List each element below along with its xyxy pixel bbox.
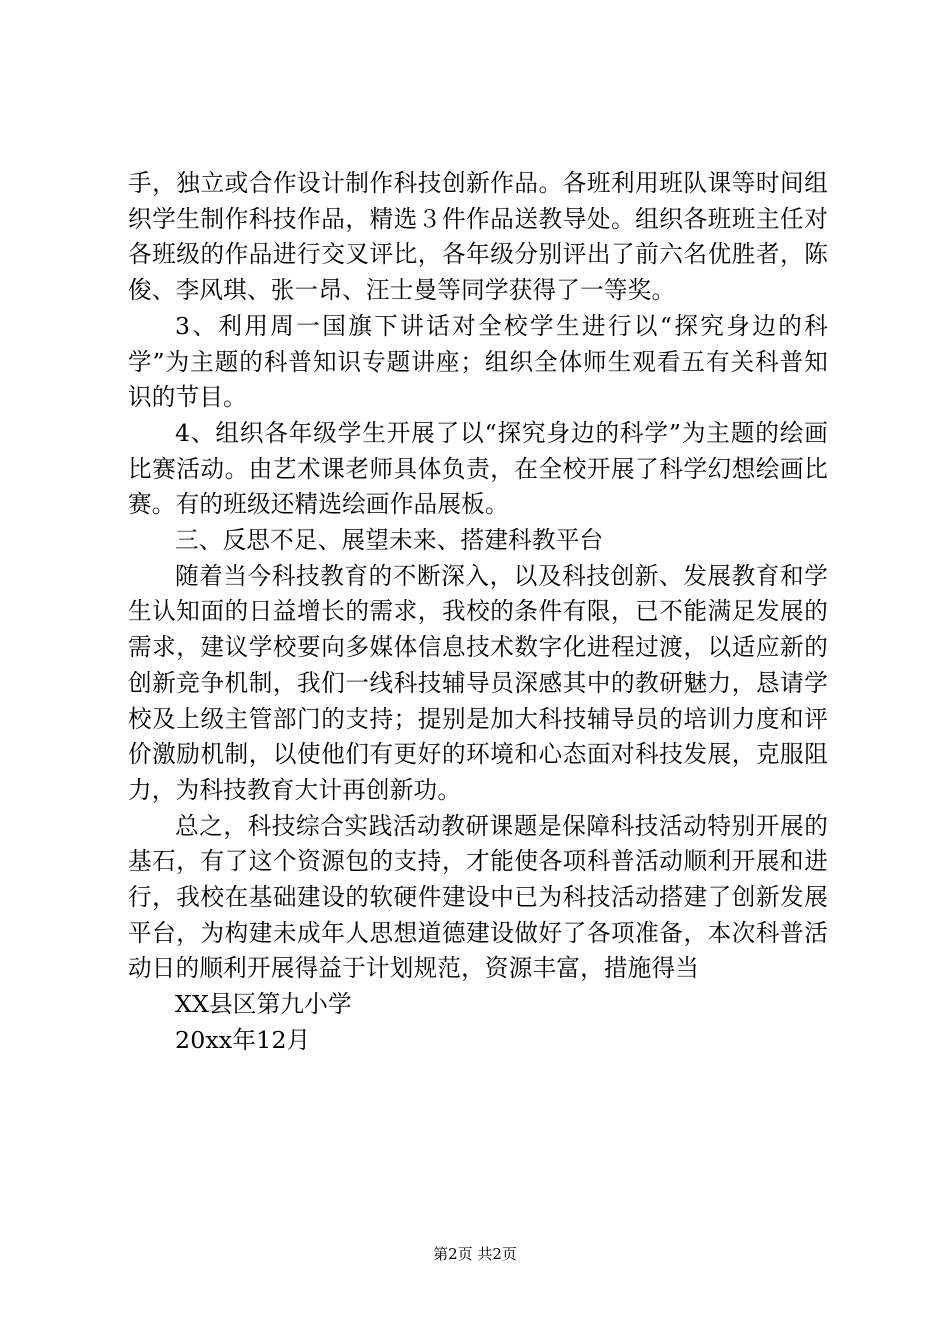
paragraph-item-4: 4、组织各年级学生开展了以“探究身边的科学”为主题的绘画比赛活动。由艺术课老师具体负责，在全校开展了科学幻想绘画比赛。有的班级还精选绘画作品展板。	[128, 418, 828, 519]
paragraph-item-3: 3、利用周一国旗下讲话对全校学生进行以“探究身边的科学”为主题的科普知识专题讲座；组织全体师生观看五有关科普知识的节目。	[128, 311, 828, 412]
paragraph-reflection: 随着当今科技教育的不断深入，以及科技创新、发展教育和学生认知面的日益增长的需求，我校的条件有限，已不能满足发展的需求，建议学校要向多媒体信息技术数字化进程过渡，以适应新的创新竞争机制，我们一线科技辅导员深感其中的教研魅力，恳请学校及上级主管部门的支持；提别是加大科技辅导员的培训力度和评价激励机制，以使他们有更好的环境和心态面对科技发展，克服阻力，为科技教育大计再创新功。	[128, 561, 828, 804]
paragraph-conclusion: 总之，科技综合实践活动教研课题是保障科技活动特别开展的基石，有了这个资源包的支持，才能使各项科普活动顺利开展和进行，我校在基础建设的软硬件建设中已为科技活动搭建了创新发展平台，为构建未成年人思想道德建设做好了各项准备，本次科普活动日的顺利开展得益于计划规范，资源丰富，措施得当	[128, 811, 828, 983]
section-heading-3: 三、反思不足、展望未来、搭建科教平台	[175, 526, 604, 555]
paragraph-continuation: 手，独立或合作设计制作科技创新作品。各班利用班队课等时间组织学生制作科技作品，精选３件作品送教导处。组织各班班主任对各班级的作品进行交叉评比，各年级分别评出了前六名优胜者，陈俊、李风琪、张一昂、汪士曼等同学获得了一等奖。	[128, 169, 828, 305]
document-body	[128, 166, 828, 1059]
signature-organization: XX县区第九小学	[175, 990, 352, 1019]
page-footer	[0, 1244, 950, 1264]
signature-date: 20xx年12月	[175, 1025, 311, 1054]
page-number-indicator: 第2页 共2页	[433, 1245, 517, 1263]
